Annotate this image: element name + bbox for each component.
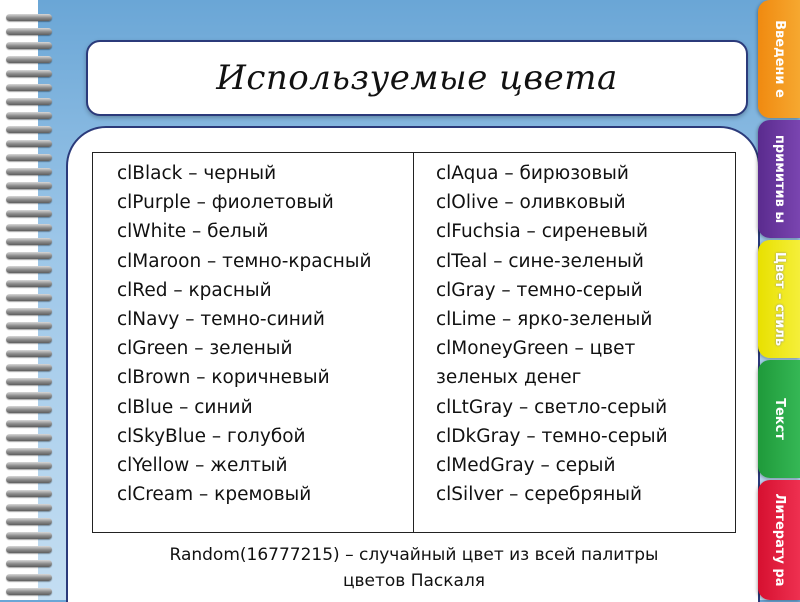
color-row: clLime – ярко-зеленый	[436, 309, 653, 331]
color-row: clYellow – желтый	[117, 455, 288, 477]
color-row: зеленых денег	[436, 367, 582, 389]
spiral-ring	[6, 294, 52, 301]
color-row: clAqua – бирюзовый	[436, 163, 629, 184]
spiral-ring	[6, 322, 52, 329]
spiral-ring	[6, 490, 52, 497]
spiral-ring	[6, 126, 52, 133]
color-row: clWhite – белый	[117, 221, 269, 243]
spiral-ring	[6, 98, 52, 105]
color-row: clCream – кремовый	[117, 484, 312, 506]
spiral-ring	[6, 308, 52, 315]
color-row: clMoneyGreen – цвет	[436, 338, 636, 360]
tab-text[interactable]	[758, 360, 800, 478]
spiral-ring	[6, 84, 52, 91]
spiral-ring	[6, 350, 52, 357]
tab-label: Введени е	[772, 20, 787, 98]
spiral-ring	[6, 196, 52, 203]
footer-line-2: цветов Паскаля	[342, 571, 486, 591]
color-row: clMaroon – темно-красный	[117, 250, 372, 272]
color-row: clBlack – черный	[117, 163, 277, 184]
spiral-ring	[6, 70, 52, 77]
color-row: clMedGray – серый	[436, 455, 616, 477]
spiral-ring	[6, 280, 52, 287]
spiral-ring	[6, 252, 52, 259]
color-row: clOlive – оливковый	[436, 192, 626, 214]
spiral-ring	[6, 168, 52, 175]
spiral-ring	[6, 504, 52, 511]
spiral-ring	[6, 224, 52, 231]
spiral-ring	[6, 434, 52, 441]
tab-label: Литерату ра	[772, 493, 787, 587]
title-box	[86, 40, 748, 116]
tab-label: примитив ы	[772, 134, 787, 224]
spiral-ring	[6, 266, 52, 273]
spiral-ring	[6, 364, 52, 371]
spiral-ring	[6, 392, 52, 399]
tab-label: Цвет – стиль	[772, 251, 787, 347]
spiral-ring	[6, 378, 52, 385]
right-column	[414, 153, 735, 532]
page-title: Используемые цвета	[216, 58, 618, 98]
color-row: clBlue – синий	[117, 396, 253, 418]
tab-introduction[interactable]	[758, 0, 800, 118]
tab-literature[interactable]	[758, 480, 800, 600]
color-row: clFuchsia – сиреневый	[436, 221, 649, 243]
spiral-ring	[6, 546, 52, 553]
spiral-ring	[6, 476, 52, 483]
color-row: clSilver – серебряный	[436, 484, 642, 506]
footer-line-1: Random(16777215) – случайный цвет из всей палитры	[169, 545, 659, 565]
spiral-ring	[6, 560, 52, 567]
tab-primitives[interactable]	[758, 120, 800, 238]
footer-note	[92, 542, 736, 594]
spiral-ring	[6, 532, 52, 539]
spiral-ring	[6, 448, 52, 455]
color-row: clSkyBlue – голубой	[117, 425, 306, 447]
spiral-ring	[6, 238, 52, 245]
spiral-ring	[6, 462, 52, 469]
spiral-ring	[6, 518, 52, 525]
spiral-ring	[6, 28, 52, 35]
spiral-ring	[6, 182, 52, 189]
spiral-ring	[6, 336, 52, 343]
tab-color-style[interactable]	[758, 240, 800, 358]
spiral-ring	[6, 14, 52, 21]
color-row: clDkGray – темно-серый	[436, 425, 668, 447]
spiral-ring	[6, 406, 52, 413]
color-row: clGreen – зеленый	[117, 338, 293, 360]
color-row: clGray – темно-серый	[436, 279, 643, 301]
spiral-ring	[6, 574, 52, 581]
left-column	[93, 153, 414, 532]
spiral-ring	[6, 210, 52, 217]
color-row: clTeal – сине-зеленый	[436, 250, 644, 272]
spiral-ring	[6, 140, 52, 147]
color-row: clPurple – фиолетовый	[117, 192, 334, 214]
spiral-ring	[6, 112, 52, 119]
spiral-ring	[6, 154, 52, 161]
colors-table	[92, 152, 736, 533]
spiral-ring	[6, 420, 52, 427]
spiral-ring	[6, 56, 52, 63]
color-row: clLtGray – светло-серый	[436, 396, 668, 418]
spiral-ring	[6, 42, 52, 49]
color-row: clRed – красный	[117, 279, 272, 301]
spiral-ring	[6, 588, 52, 595]
tab-label: Текст	[772, 398, 787, 440]
color-row: clNavy – темно-синий	[117, 309, 325, 331]
color-row: clBrown – коричневый	[117, 367, 330, 389]
